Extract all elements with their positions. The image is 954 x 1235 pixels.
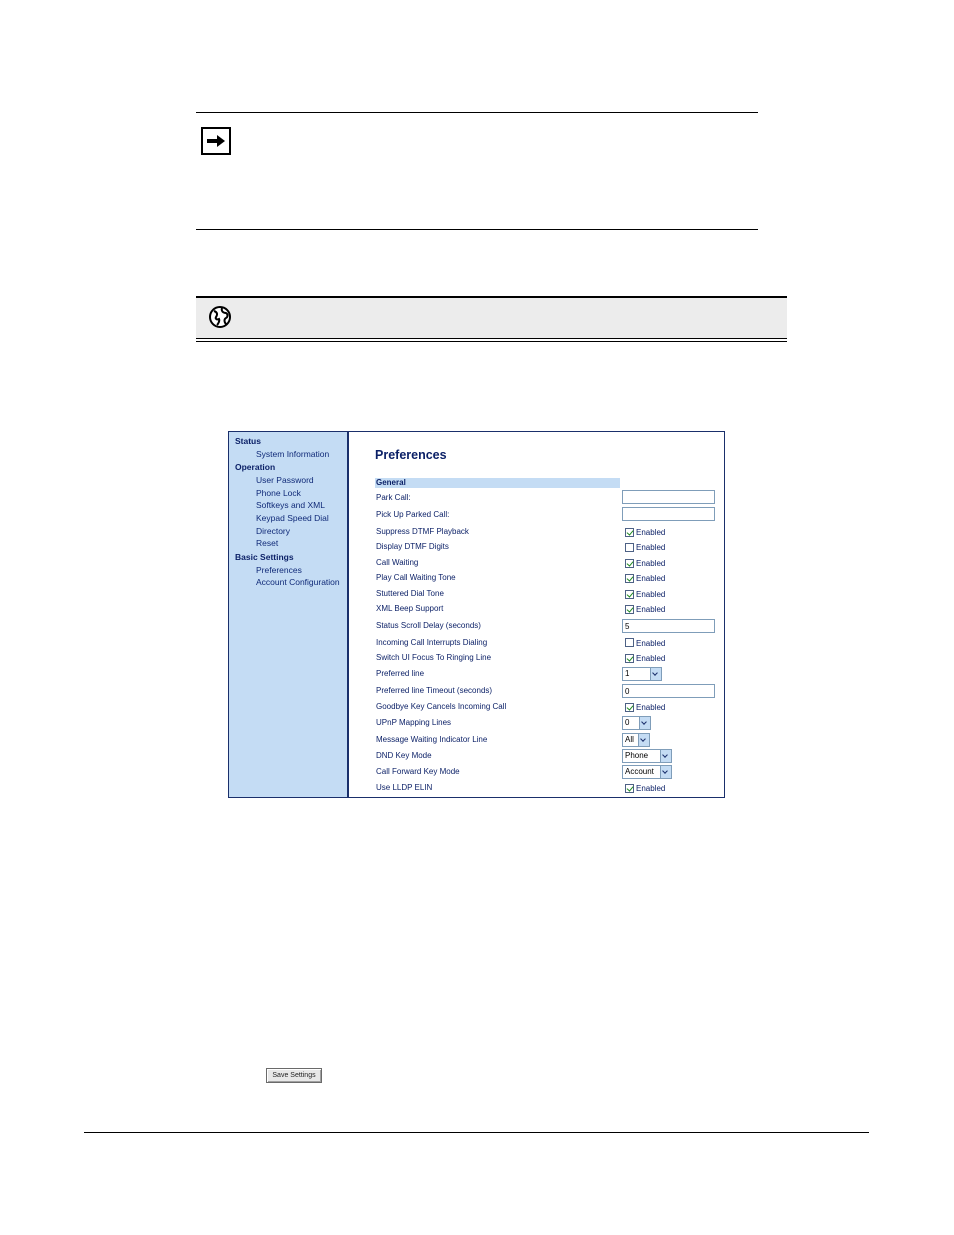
use-lldp-elin-checkbox[interactable] [625,784,634,793]
web-band-bottom-rule-2 [196,341,787,342]
play-call-waiting-tone-checkbox[interactable] [625,574,634,583]
sidebar-item-preferences[interactable]: Preferences [256,565,302,575]
label-switch-ui-focus: Switch UI Focus To Ringing Line [376,653,492,662]
goodbye-key-cancels-checkbox[interactable] [625,703,634,712]
label-preferred-line: Preferred line [376,669,425,678]
label-incoming-call-interrupts-dialing: Incoming Call Interrupts Dialing [376,638,488,647]
display-dtmf-digits-option: Enabled [636,543,666,552]
upnp-mapping-lines-value: 0 [625,718,630,727]
chevron-down-icon[interactable] [639,717,650,729]
preferences-screenshot [228,431,725,798]
sidebar-item-user-password[interactable]: User Password [256,475,314,485]
sidebar-item-keypad-speed-dial[interactable]: Keypad Speed Dial [256,513,329,523]
dnd-key-mode-value: Phone [625,751,649,760]
label-display-dtmf-digits: Display DTMF Digits [376,542,449,551]
display-dtmf-digits-checkbox[interactable] [625,543,634,552]
call-forward-key-mode-select[interactable] [622,765,672,779]
xml-beep-support-checkbox[interactable] [625,605,634,614]
switch-ui-focus-checkbox[interactable] [625,654,634,663]
label-upnp-mapping-lines: UPnP Mapping Lines [376,718,452,727]
sidebar-header-status: Status [235,436,261,446]
label-goodbye-key-cancels: Goodbye Key Cancels Incoming Call [376,702,507,711]
suppress-dtmf-playback-option: Enabled [636,528,666,537]
label-preferred-line-timeout: Preferred line Timeout (seconds) [376,686,493,695]
upnp-mapping-lines-select[interactable] [622,716,651,730]
label-use-lldp-elin: Use LLDP ELIN [376,783,433,792]
label-status-scroll-delay: Status Scroll Delay (seconds) [376,621,481,630]
park-call-input[interactable] [622,490,715,504]
chevron-down-icon[interactable] [638,734,649,746]
preferred-line-value: 1 [625,669,630,678]
chevron-down-icon[interactable] [650,668,661,680]
switch-ui-focus-option: Enabled [636,654,666,663]
label-dnd-key-mode: DND Key Mode [376,751,432,760]
preferences-form [349,432,724,797]
sidebar-nav [229,432,349,797]
sidebar-item-system-information[interactable]: System Information [256,449,330,459]
label-park-call: Park Call: [376,493,411,502]
preferred-line-timeout-input[interactable] [622,684,715,698]
incoming-call-interrupts-dialing-option: Enabled [636,639,666,648]
message-waiting-indicator-line-value: All [625,735,634,744]
status-scroll-delay-input[interactable] [622,619,715,633]
label-play-call-waiting-tone: Play Call Waiting Tone [376,573,456,582]
sidebar-item-phone-lock[interactable]: Phone Lock [256,488,301,498]
dnd-key-mode-select[interactable] [622,749,672,763]
label-call-forward-key-mode: Call Forward Key Mode [376,767,460,776]
sidebar-item-account-configuration[interactable]: Account Configuration [256,577,340,587]
section-label-general: General [376,478,406,487]
section-bar-general [375,478,620,488]
globe-icon [208,305,232,329]
label-stuttered-dial-tone: Stuttered Dial Tone [376,589,444,598]
web-band-bottom-rule [196,338,787,339]
sidebar-header-operation: Operation [235,462,276,472]
suppress-dtmf-playback-checkbox[interactable] [625,528,634,537]
note-top-rule [196,112,758,113]
label-pick-up-parked-call: Pick Up Parked Call: [376,510,450,519]
page-title: Preferences [375,448,447,462]
preferred-line-select[interactable] [622,667,662,681]
web-ui-band [196,298,787,338]
footer-rule [84,1132,869,1133]
chevron-down-icon[interactable] [660,766,671,778]
note-bottom-rule [196,229,758,230]
xml-beep-support-option: Enabled [636,605,666,614]
call-waiting-option: Enabled [636,559,666,568]
label-xml-beep-support: XML Beep Support [376,604,444,613]
pick-up-parked-call-input[interactable] [622,507,715,521]
incoming-call-interrupts-dialing-checkbox[interactable] [625,638,634,647]
stuttered-dial-tone-checkbox[interactable] [625,590,634,599]
goodbye-key-cancels-option: Enabled [636,703,666,712]
sidebar-item-reset[interactable]: Reset [256,538,279,548]
label-call-waiting: Call Waiting [376,558,419,567]
label-message-waiting-indicator-line: Message Waiting Indicator Line [376,735,488,744]
stuttered-dial-tone-option: Enabled [636,590,666,599]
message-waiting-indicator-line-select[interactable] [622,733,650,747]
chevron-down-icon[interactable] [660,750,671,762]
sidebar-header-basic-settings: Basic Settings [235,552,294,562]
call-waiting-checkbox[interactable] [625,559,634,568]
label-suppress-dtmf-playback: Suppress DTMF Playback [376,527,469,536]
call-forward-key-mode-value: Account [625,767,654,776]
save-settings-button[interactable]: Save Settings [266,1068,322,1083]
sidebar-item-directory[interactable]: Directory [256,526,291,536]
sidebar-item-softkeys-and-xml[interactable]: Softkeys and XML [256,500,325,510]
use-lldp-elin-option: Enabled [636,784,666,793]
note-arrow-icon [201,127,231,155]
play-call-waiting-tone-option: Enabled [636,574,666,583]
